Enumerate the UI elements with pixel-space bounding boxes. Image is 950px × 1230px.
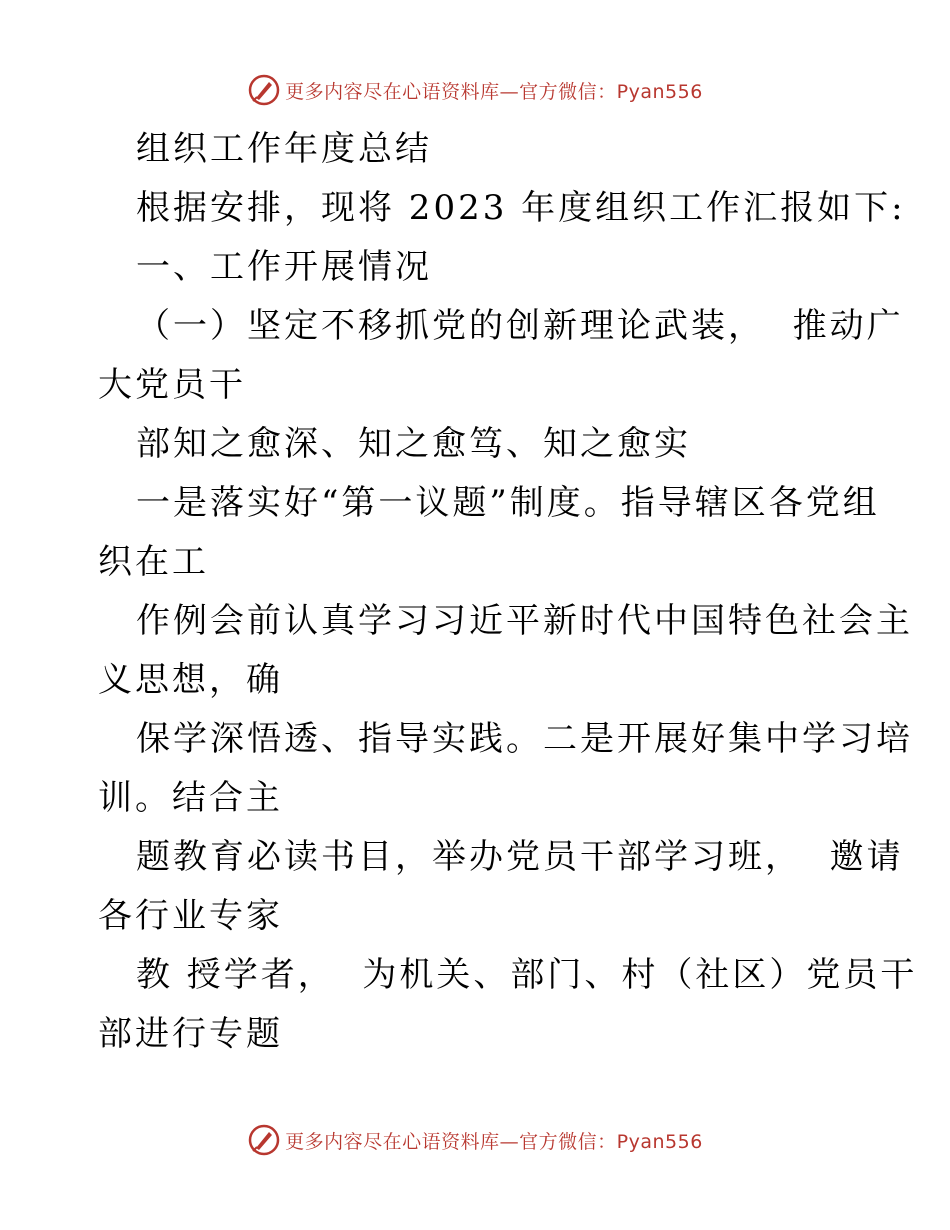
doc-line: 部知之愈深、知之愈笃、知之愈实 (136, 424, 691, 464)
document-body (98, 120, 918, 1064)
quill-logo-icon (247, 73, 281, 107)
doc-line: 训。结合主 (98, 778, 283, 818)
subsection-heading: （一）坚定不移抓党的创新理论武装， 推动广 (136, 306, 904, 346)
doc-line: 一是落实好“第一议题”制度。指导辖区各党组 (136, 483, 880, 523)
doc-line: 作例会前认真学习习近平新时代中国特色社会主 (136, 601, 913, 641)
doc-line: 教 授学者， 为机关、部门、村（社区）党员干 (136, 955, 918, 995)
watermark-text: 更多内容尽在心语资料库—官方微信：Pyan556 (285, 80, 703, 103)
doc-line: 保学深悟透、指导实践。二是开展好集中学习培 (136, 719, 913, 759)
doc-title: 组织工作年度总结 (136, 129, 432, 169)
doc-line: 大党员干 (98, 365, 246, 405)
doc-line: 各行业专家 (98, 896, 283, 936)
wechat-id: Pyan556 (616, 1130, 703, 1153)
doc-line: 部进行专题 (98, 1014, 283, 1054)
header-watermark (0, 70, 950, 110)
doc-line: 义思想，确 (98, 660, 283, 700)
watermark-text: 更多内容尽在心语资料库—官方微信：Pyan556 (285, 1130, 703, 1153)
quill-logo-icon (247, 1123, 281, 1157)
footer-watermark (0, 1120, 950, 1160)
doc-line: 根据安排，现将 2023 年度组织工作汇报如下: (136, 188, 906, 228)
section-heading: 一、工作开展情况 (136, 247, 432, 287)
wechat-id: Pyan556 (616, 80, 703, 103)
doc-line: 题教育必读书目，举办党员干部学习班， 邀请 (136, 837, 904, 877)
doc-line: 织在工 (98, 542, 209, 582)
